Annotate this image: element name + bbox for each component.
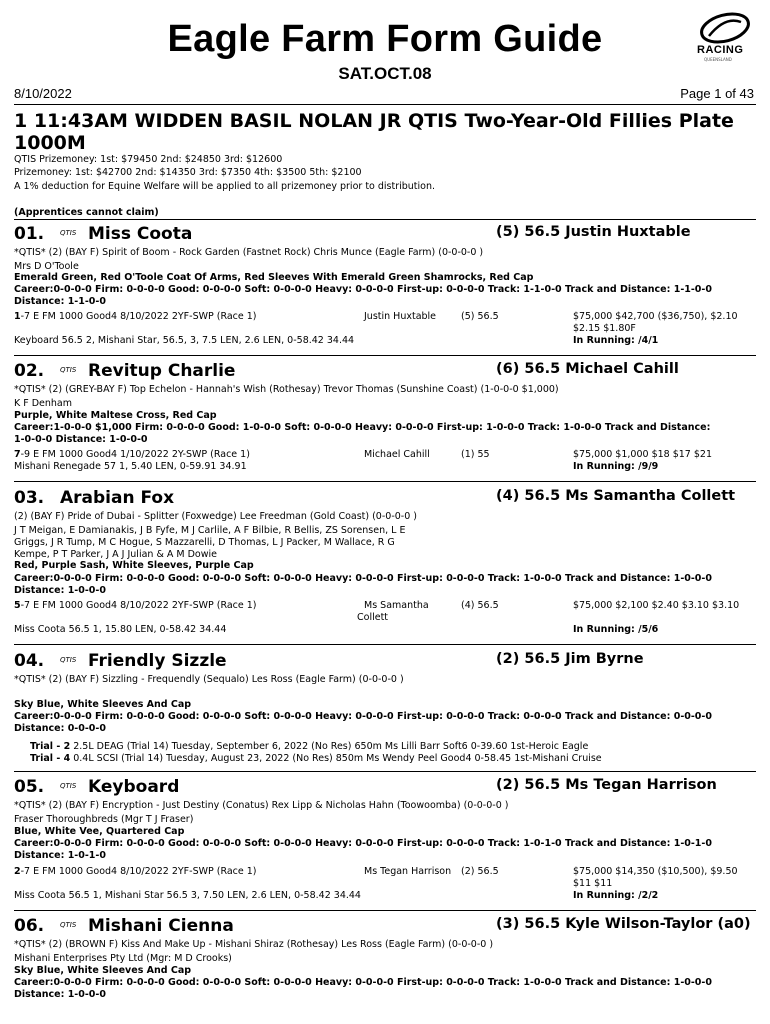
- form-jockey: Ms Samantha: [364, 600, 429, 611]
- race-title: 1 11:43AM WIDDEN BASIL NOLAN JR QTIS Two-Year-Old Fillies Plate 1000M: [14, 110, 734, 154]
- trial-label: Trial - 4: [30, 753, 71, 764]
- form-prize-odds: $2.15 $1.80F: [573, 323, 636, 334]
- form-barrier: (2) 56.5: [461, 866, 499, 877]
- form-margins: Miss Coota 56.5 1, 15.80 LEN, 0-58.42 34.44: [14, 624, 227, 635]
- silks-colours: Emerald Green, Red O'Toole Coat Of Arms, Red Sleeves With Emerald Green Shamrocks, Red Cap: [14, 272, 534, 283]
- career-stats: Career:0-0-0-0 Firm: 0-0-0-0 Good: 0-0-0-0 Soft: 0-0-0-0 Heavy: 0-0-0-0 First-up: 0-0-0-0 Track: 1-0-1-0 Track and Distance: 1-0-1-0: [14, 838, 712, 849]
- owners: Mrs D O'Toole: [14, 261, 79, 272]
- welfare-deduction: A 1% deduction for Equine Welfare will be applied to all prizemoney prior to distribution.: [14, 181, 436, 192]
- distance-stats: 1-0-0-0 Distance: 1-0-0-0: [14, 434, 148, 445]
- form-margins: Mishani Renegade 57 1, 5.40 LEN, 0-59.91 34.91: [14, 461, 247, 472]
- runner-heading: [14, 651, 227, 671]
- form-prize: $75,000 $14,350 ($10,500), $9.50: [573, 866, 738, 877]
- qtis-icon: QTIS: [60, 366, 77, 374]
- breeding: *QTIS* (2) (BAY F) Spirit of Boom - Rock Garden (Fastnet Rock) Chris Munce (Eagle Farm) (0-0-0-0 ): [14, 247, 484, 258]
- horse-name: Friendly Sizzle: [88, 651, 227, 671]
- form-line: [14, 600, 257, 611]
- distance-stats: Distance: 1-0-0-0: [14, 585, 106, 596]
- breeding: *QTIS* (2) (BAY F) Encryption - Just Destiny (Conatus) Rex Lipp & Nicholas Hahn (Toowoomba) (0-0-0-0 ): [14, 800, 509, 811]
- page-number: Page 1 of 43: [680, 86, 754, 101]
- runner-number: 01.: [14, 224, 45, 244]
- owners: Fraser Thoroughbreds (Mgr T J Fraser): [14, 814, 194, 825]
- qtis-icon: QTIS: [60, 656, 77, 664]
- horse-name: Miss Coota: [88, 224, 193, 244]
- form-details: -7 E FM 1000 Good4 8/10/2022 2YF-SWP (Race 1): [20, 311, 257, 322]
- runner-heading: [14, 488, 174, 508]
- form-details: -7 E FM 1000 Good4 8/10/2022 2YF-SWP (Race 1): [20, 600, 257, 611]
- form-margins: Keyboard 56.5 2, Mishani Star, 56.5, 3, 7.5 LEN, 2.6 LEN, 0-58.42 34.44: [14, 335, 355, 346]
- trial-line: [30, 741, 588, 752]
- silks-colours: Blue, White Vee, Quartered Cap: [14, 826, 185, 837]
- trial-details: 0.4L SCSI (Trial 14) Tuesday, August 23, 2022 (No Res) 850m Ms Wendy Peel Good4 0-58.45 1st-Mishani Cruise: [70, 753, 602, 764]
- runner-heading: [14, 777, 179, 797]
- qtis-prizemoney: QTIS Prizemoney: 1st: $79450 2nd: $24850 3rd: $12600: [14, 154, 283, 165]
- barrier-weight-jockey: (5) 56.5 Justin Huxtable: [496, 224, 691, 240]
- runner-heading: [14, 361, 235, 381]
- form-prize-odds: $11 $11: [573, 878, 613, 889]
- qtis-icon: QTIS: [60, 229, 77, 237]
- header-rule: [14, 104, 756, 105]
- runner-number: 06.: [14, 916, 45, 936]
- form-jockey: Ms Tegan Harrison: [364, 866, 452, 877]
- barrier-weight-jockey: (2) 56.5 Ms Tegan Harrison: [496, 777, 717, 793]
- barrier-weight-jockey: (2) 56.5 Jim Byrne: [496, 651, 644, 667]
- qtis-icon: QTIS: [60, 782, 77, 790]
- qtis-icon: QTIS: [60, 921, 77, 929]
- in-running: In Running: /5/6: [573, 624, 659, 635]
- form-jockey: Michael Cahill: [364, 449, 430, 460]
- breeding: *QTIS* (2) (BAY F) Sizzling - Frequendly (Sequalo) Les Ross (Eagle Farm) (0-0-0-0 ): [14, 674, 404, 685]
- guide-date: 8/10/2022: [14, 86, 72, 101]
- logo-text: RACING: [697, 44, 744, 56]
- finish-position: 2: [14, 866, 21, 877]
- runner-divider: [14, 910, 756, 911]
- trial-details: 2.5L DEAG (Trial 14) Tuesday, September 6, 2022 (No Res) 650m Ms Lilli Barr Soft6 0-39.60 1st-Heroic Eagle: [70, 741, 589, 752]
- form-details: -9 E FM 1000 Good4 1/10/2022 2Y-SWP (Race 1): [20, 449, 250, 460]
- page-subtitle: SAT.OCT.08: [338, 64, 432, 83]
- distance-stats: Distance: 1-0-0-0: [14, 989, 106, 1000]
- page-title: Eagle Farm Form Guide: [167, 18, 603, 60]
- career-stats: Career:0-0-0-0 Firm: 0-0-0-0 Good: 0-0-0-0 Soft: 0-0-0-0 Heavy: 0-0-0-0 First-up: 0-0-0-0 Track: 1-0-0-0 Track and Distance: 1-0-0-0: [14, 573, 712, 584]
- form-barrier: (5) 56.5: [461, 311, 499, 322]
- in-running: In Running: /2/2: [573, 890, 659, 901]
- horse-name: Revitup Charlie: [88, 361, 236, 381]
- form-prize: $75,000 $2,100 $2.40 $3.10 $3.10: [573, 600, 740, 611]
- runner-divider: [14, 481, 756, 482]
- horse-name: Keyboard: [88, 777, 180, 797]
- silks-colours: Red, Purple Sash, White Sleeves, Purple Cap: [14, 560, 254, 571]
- form-line: [14, 866, 257, 877]
- runner-number: 05.: [14, 777, 45, 797]
- form-prize: $75,000 $42,700 ($36,750), $2.10: [573, 311, 738, 322]
- career-stats: Career:0-0-0-0 Firm: 0-0-0-0 Good: 0-0-0-0 Soft: 0-0-0-0 Heavy: 0-0-0-0 First-up: 0-0-0-0 Track: 1-0-0-0 Track and Distance: 1-0-0-0: [14, 977, 712, 988]
- horse-name: Mishani Cienna: [88, 916, 234, 936]
- owners: J T Meigan, E Damianakis, J B Fyfe, M J Carlile, A F Bilbie, R Bellis, ZS Sorensen, L E: [14, 525, 406, 536]
- form-line: [14, 311, 257, 322]
- logo-subtext: QUEENSLAND: [704, 57, 732, 62]
- runner-divider: [14, 644, 756, 645]
- form-line: [14, 449, 250, 460]
- runner-divider: [14, 771, 756, 772]
- form-jockey: Justin Huxtable: [364, 311, 437, 322]
- runner-divider: [14, 355, 756, 356]
- finish-position: 1: [14, 311, 21, 322]
- section-rule: [14, 219, 756, 220]
- barrier-weight-jockey: (3) 56.5 Kyle Wilson-Taylor (a0): [496, 916, 751, 932]
- form-margins: Miss Coota 56.5 1, Mishani Star 56.5 3, 7.50 LEN, 2.6 LEN, 0-58.42 34.44: [14, 890, 361, 901]
- barrier-weight-jockey: (6) 56.5 Michael Cahill: [496, 361, 679, 377]
- form-prize: $75,000 $1,000 $18 $17 $21: [573, 449, 713, 460]
- form-details: -7 E FM 1000 Good4 8/10/2022 2YF-SWP (Race 1): [20, 866, 257, 877]
- breeding: *QTIS* (2) (GREY-BAY F) Top Echelon - Hannah's Wish (Rothesay) Trevor Thomas (Sunshine Coast) (1-0-0-0 $1,000): [14, 384, 559, 395]
- prizemoney: Prizemoney: 1st: $42700 2nd: $14350 3rd: $7350 4th: $3500 5th: $2100: [14, 167, 362, 178]
- distance-stats: Distance: 1-1-0-0: [14, 296, 106, 307]
- form-jockey-cont: Collett: [357, 612, 389, 623]
- apprentices-note: (Apprentices cannot claim): [14, 207, 159, 218]
- barrier-weight-jockey: (4) 56.5 Ms Samantha Collett: [496, 488, 736, 504]
- runner-heading: [14, 224, 192, 244]
- finish-position: 7: [14, 449, 21, 460]
- distance-stats: Distance: 0-0-0-0: [14, 723, 106, 734]
- owners: Mishani Enterprises Pty Ltd (Mgr: M D Crooks): [14, 953, 232, 964]
- runner-number: 04.: [14, 651, 45, 671]
- finish-position: 5: [14, 600, 21, 611]
- silks-colours: Purple, White Maltese Cross, Red Cap: [14, 410, 217, 421]
- career-stats: Career:1-0-0-0 $1,000 Firm: 0-0-0-0 Good: 1-0-0-0 Soft: 0-0-0-0 Heavy: 0-0-0-0 First-up: 1-0-0-0 Track: 1-0-0-0 Track and Distance:: [14, 422, 711, 433]
- trial-line: [30, 753, 602, 764]
- breeding: *QTIS* (2) (BROWN F) Kiss And Make Up - Mishani Shiraz (Rothesay) Les Ross (Eagle Farm) (0-0-0-0 ): [14, 939, 494, 950]
- owners: K F Denham: [14, 398, 73, 409]
- career-stats: Career:0-0-0-0 Firm: 0-0-0-0 Good: 0-0-0-0 Soft: 0-0-0-0 Heavy: 0-0-0-0 First-up: 0-0-0-0 Track: 1-1-0-0 Track and Distance: 1-1-0-0: [14, 284, 712, 295]
- in-running: In Running: /9/9: [573, 461, 659, 472]
- trial-label: Trial - 2: [30, 741, 71, 752]
- form-barrier: (4) 56.5: [461, 600, 499, 611]
- horse-name: Arabian Fox: [60, 488, 175, 508]
- in-running: In Running: /4/1: [573, 335, 659, 346]
- distance-stats: Distance: 1-0-1-0: [14, 850, 106, 861]
- owners-cont: Griggs, J R Tump, M C Hogue, S Mazzarelli, D Thomas, L J Packer, M Wallace, R G: [14, 537, 395, 548]
- runner-number: 02.: [14, 361, 45, 381]
- breeding: (2) (BAY F) Pride of Dubai - Splitter (Foxwedge) Lee Freedman (Gold Coast) (0-0-0-0 ): [14, 511, 417, 522]
- silks-colours: Sky Blue, White Sleeves And Cap: [14, 965, 192, 976]
- silks-colours: Sky Blue, White Sleeves And Cap: [14, 699, 192, 710]
- form-barrier: (1) 55: [461, 449, 490, 460]
- career-stats: Career:0-0-0-0 Firm: 0-0-0-0 Good: 0-0-0-0 Soft: 0-0-0-0 Heavy: 0-0-0-0 First-up: 0-0-0-0 Track: 0-0-0-0 Track and Distance: 0-0-0-0: [14, 711, 712, 722]
- runner-heading: [14, 916, 234, 936]
- owners-cont: Kempe, P T Parker, J A J Julian & A M Dowie: [14, 549, 217, 560]
- runner-number: 03.: [14, 488, 45, 508]
